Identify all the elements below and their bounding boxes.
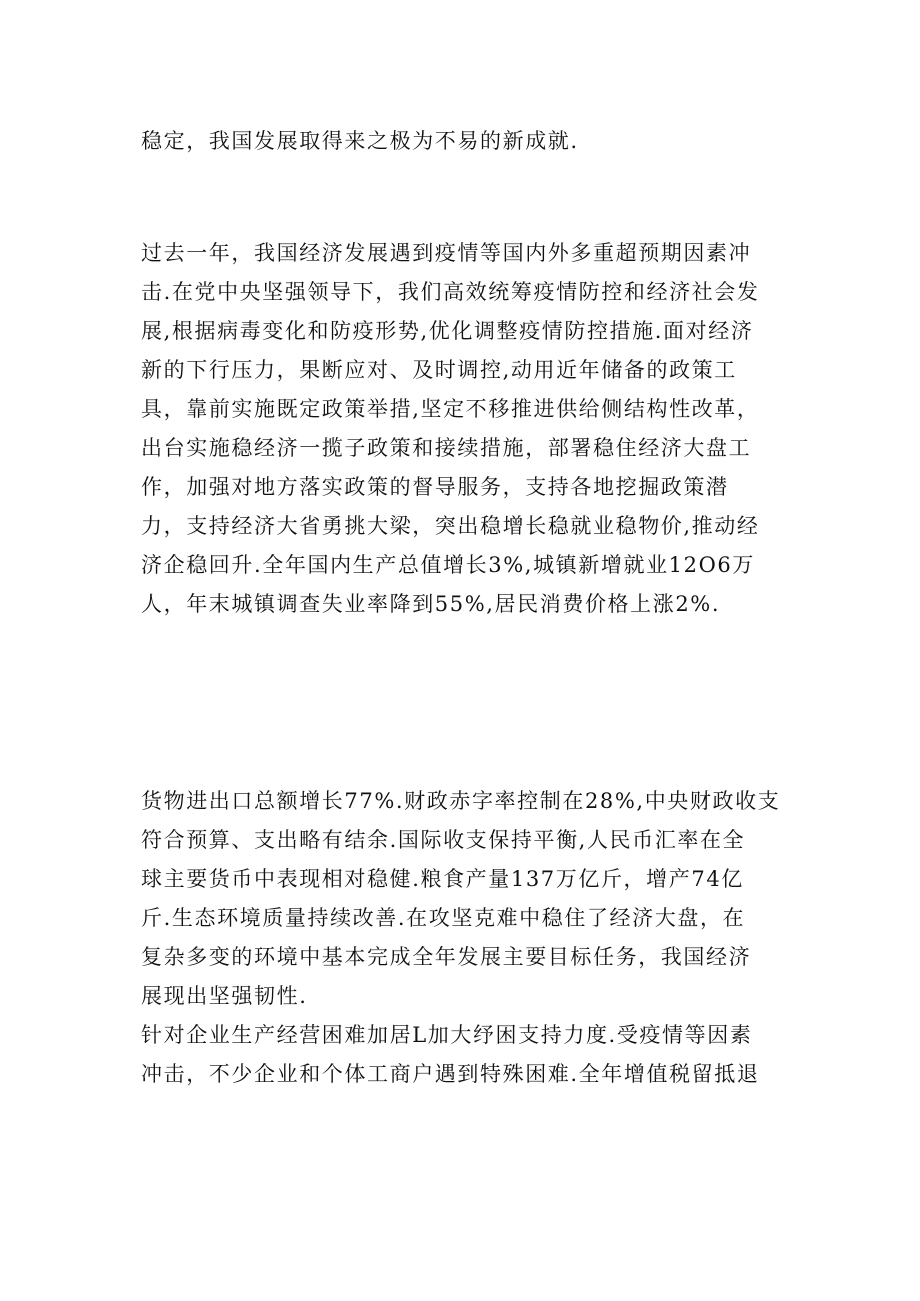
paragraph-line: 新的下行压力，果断应对、及时调控,动用近年储备的政策工	[141, 358, 737, 382]
paragraph-line: 人，年末城镇调查失业率降到55%,居民消费价格上涨2%.	[141, 592, 721, 616]
paragraph-line: 力，支持经济大省勇挑大梁，突出稳增长稳就业稳物价,推动经	[141, 514, 760, 538]
paragraph-line: 符合预算、支出略有结余.国际收支保持平衡,人民币汇率在全	[141, 828, 746, 852]
paragraph-line: 斤.生态环境质量持续改善.在攻坚克难中稳住了经济大盘，在	[141, 906, 746, 930]
paragraph-trade-and-relief	[141, 782, 801, 1094]
paragraph-line: 具，靠前实施既定政策举措,坚定不移推进供给侧结构性改革，	[141, 397, 760, 421]
paragraph-line: 稳定，我国发展取得来之极为不易的新成就.	[141, 129, 579, 153]
paragraph-line: 出台实施稳经济一揽子政策和接续措施，部署稳住经济大盘工	[141, 436, 752, 460]
paragraph-line: 展现出坚强韧性.	[141, 984, 308, 1008]
paragraph-line: 展,根据病毒变化和防疫形势,优化调整疫情防控措施.面对经济	[141, 319, 754, 343]
paragraph-line: 复杂多变的环境中基本完成全年发展主要目标任务，我国经济	[141, 945, 752, 969]
paragraph-line: 针对企业生产经营困难加居L加大纾困支持力度.受疫情等因素	[141, 1023, 753, 1047]
paragraph-line: 击.在党中央坚强领导下，我们高效统筹疫情防控和经济社会发	[141, 280, 760, 304]
paragraph-closing-fragment	[141, 122, 801, 161]
paragraph-line: 货物进出口总额增长77%.财政赤字率控制在28%,中央财政收支	[141, 789, 781, 813]
paragraph-line: 冲击，不少企业和个体工商户遇到特殊困难.全年增值税留抵退	[141, 1062, 760, 1086]
paragraph-economic-review	[141, 234, 801, 624]
paragraph-line: 作，加强对地方落实政策的督导服务，支持各地挖掘政策潜	[141, 475, 729, 499]
paragraph-line: 球主要货币中表现相对稳健.粮食产量137万亿斤，增产74亿	[141, 867, 744, 891]
paragraph-line: 济企稳回升.全年国内生产总值增长3%,城镇新增就业12O6万	[141, 553, 755, 577]
paragraph-line: 过去一年，我国经济发展遇到疫情等国内外多重超预期因素冲	[141, 241, 752, 265]
